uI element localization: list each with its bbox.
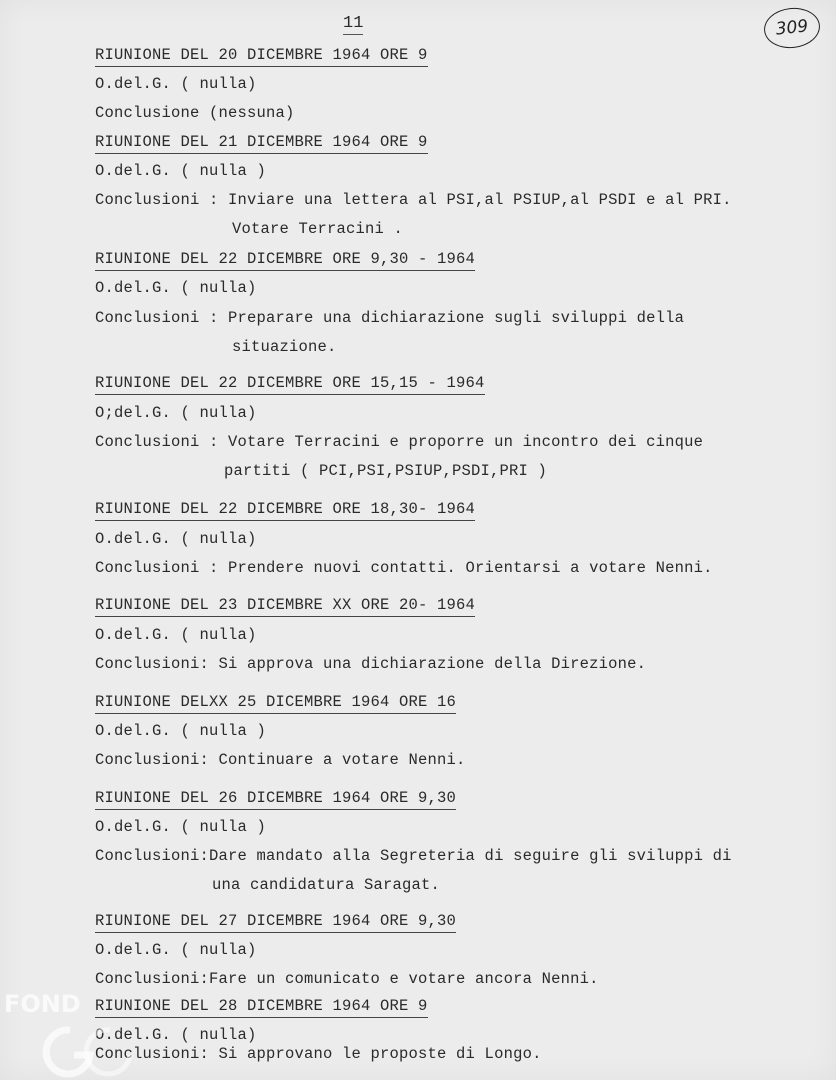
- meeting-conclusion-cont: Votare Terracini .: [232, 220, 404, 238]
- meeting-heading: RIUNIONE DEL 28 DICEMBRE 1964 ORE 9: [95, 997, 428, 1018]
- meeting-heading: RIUNIONE DEL 21 DICEMBRE 1964 ORE 9: [95, 133, 428, 154]
- meeting-conclusion: Conclusioni : Inviare una lettera al PSI,al PSIUP,al PSDI e al PRI.: [95, 191, 732, 209]
- meeting-agenda: O.del.G. ( nulla): [95, 530, 257, 548]
- meeting-heading: RIUNIONE DEL 27 DICEMBRE 1964 ORE 9,30: [95, 912, 456, 933]
- meeting-agenda: O.del.G. ( nulla): [95, 941, 257, 959]
- page-number: 11: [343, 14, 364, 33]
- meeting-agenda: O.del.G. ( nulla ): [95, 162, 267, 180]
- meeting-agenda: O.del.G. ( nulla): [95, 75, 257, 93]
- meeting-agenda: O;del.G. ( nulla): [95, 404, 257, 422]
- meeting-heading: RIUNIONE DEL 20 DICEMBRE 1964 ORE 9: [95, 46, 428, 67]
- meeting-agenda: O.del.G. ( nulla ): [95, 818, 267, 836]
- meeting-conclusion-cont: situazione.: [232, 338, 337, 356]
- meeting-agenda: O.del.G. ( nulla ): [95, 722, 267, 740]
- meeting-heading: RIUNIONE DEL 22 DICEMBRE ORE 15,15 - 1964: [95, 374, 485, 395]
- meeting-heading: RIUNIONE DEL 22 DICEMBRE ORE 9,30 - 1964: [95, 250, 475, 271]
- meeting-agenda: O.del.G. ( nulla): [95, 1026, 257, 1044]
- meeting-conclusion-cont: partiti ( PCI,PSI,PSIUP,PSDI,PRI ): [224, 462, 548, 480]
- meeting-conclusion: Conclusioni: Continuare a votare Nenni.: [95, 751, 466, 769]
- meeting-conclusion: Conclusioni: Si approvano le proposte di Longo.: [95, 1045, 542, 1063]
- meeting-heading: RIUNIONE DEL 22 DICEMBRE ORE 18,30- 1964: [95, 500, 475, 521]
- archive-watermark: FOND: [4, 990, 81, 1018]
- meeting-agenda: O.del.G. ( nulla): [95, 279, 257, 297]
- meeting-heading: RIUNIONE DEL 26 DICEMBRE 1964 ORE 9,30: [95, 789, 456, 810]
- meeting-conclusion: Conclusioni : Votare Terracini e proporre un incontro dei cinque: [95, 433, 704, 451]
- meeting-conclusion: Conclusioni : Prendere nuovi contatti. Orientarsi a votare Nenni.: [95, 559, 713, 577]
- archive-watermark-logo: [30, 1010, 160, 1080]
- meeting-agenda: O.del.G. ( nulla): [95, 626, 257, 644]
- meeting-conclusion: Conclusioni: Si approva una dichiarazione della Direzione.: [95, 655, 647, 673]
- meeting-conclusion: Conclusione (nessuna): [95, 104, 295, 122]
- meeting-conclusion: Conclusioni:Fare un comunicato e votare ancora Nenni.: [95, 970, 599, 988]
- meeting-conclusion: Conclusioni:Dare mandato alla Segreteria di seguire gli sviluppi di: [95, 847, 732, 865]
- meeting-conclusion: Conclusioni : Preparare una dichiarazione sugli sviluppi della: [95, 309, 685, 327]
- meeting-conclusion-cont: una candidatura Saragat.: [212, 876, 441, 894]
- meeting-heading: RIUNIONE DEL 23 DICEMBRE XX ORE 20- 1964: [95, 596, 475, 617]
- folio-stamp: 309: [762, 5, 822, 51]
- meeting-heading: RIUNIONE DELXX 25 DICEMBRE 1964 ORE 16: [95, 693, 456, 714]
